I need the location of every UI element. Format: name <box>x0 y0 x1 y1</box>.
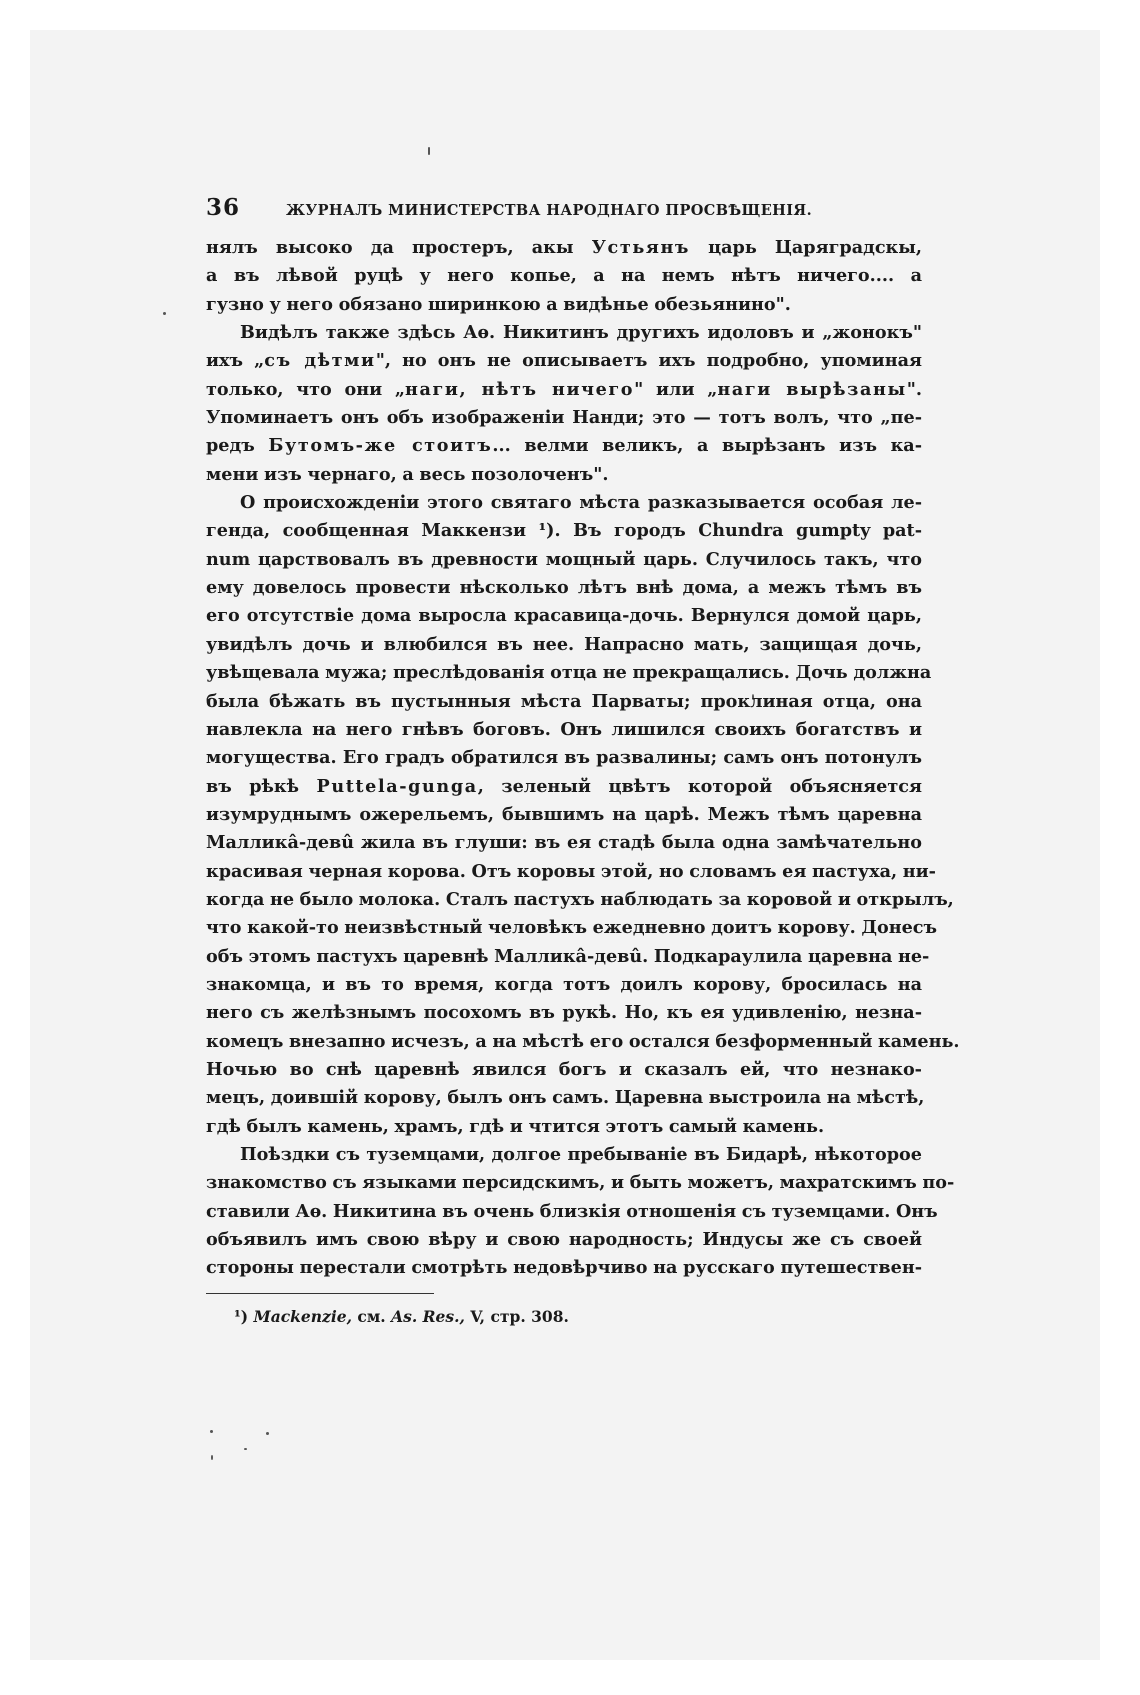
footnote-ref-pre: см. <box>357 1306 386 1326</box>
text-line: что какой-то неизвѣстный человѣкъ ежедневно доитъ корову. Донесъ <box>206 917 937 939</box>
journal-title: ЖУРНАЛЪ МИНИСТЕРСТВА НАРОДНАГО ПРОСВѢЩЕНІЯ. <box>286 202 813 219</box>
text-line: Поѣздки съ туземцами, долгое пребываніе въ Бидарѣ, нѣкоторое <box>240 1144 922 1165</box>
text-line: генда, сообщенная Маккензи ¹). Въ городъ Chundra gumpty pat- <box>206 520 922 542</box>
text-line: Упоминаетъ онъ объ изображеніи Нанди; это — тотъ волъ, что „пе- <box>206 407 922 429</box>
text-line: объ этомъ пастухъ царевнѣ Малликâ-девû. Подкараулила царевна не- <box>206 945 930 967</box>
text-line: мецъ, доившій корову, былъ онъ самъ. Царевна выстроила на мѣстѣ, <box>206 1087 925 1109</box>
text-line: его отсутствіе дома выросла красавица-дочь. Вернулся домой царь, <box>206 605 922 627</box>
text-line: редъ Бутомъ-же стоитъ... велми великъ, а вырѣзанъ изъ ка- <box>206 435 922 457</box>
text-line: гдѣ былъ камень, храмъ, гдѣ и чтится этотъ самый камень. <box>206 1115 825 1137</box>
text-line: увидѣлъ дочь и влюбился въ нее. Напрасно мать, защищая дочь, <box>206 633 922 655</box>
scan-speck <box>244 1448 247 1450</box>
footnote-journal: As. Res., <box>391 1306 465 1326</box>
text-line: num царствовалъ въ древности мощный царь. Случилось такъ, что <box>206 548 922 570</box>
page-content <box>206 194 960 1330</box>
text-line: увѣщевала мужа; преслѣдованія отца не прекращались. Дочь должна <box>206 662 932 684</box>
text-line: комецъ внезапно исчезъ, а на мѣстѣ его остался безформенный камень. <box>206 1030 960 1052</box>
text-line: О происхожденіи этого святаго мѣста разказывается особая ле- <box>240 492 922 514</box>
page-number: 36 <box>206 194 241 221</box>
scan-speck <box>211 1455 213 1460</box>
scan-speck <box>163 312 166 315</box>
text-line: знакомство съ языками персидскимъ, и быть можетъ, махратскимъ по- <box>206 1172 955 1194</box>
text-line: нялъ высоко да простеръ, акы Устьянъ царь Царяградскы, <box>206 237 922 258</box>
text-line: ихъ „съ дѣтми", но онъ не описываетъ ихъ подробно, упоминая <box>206 350 922 372</box>
footnote-rule <box>206 1293 434 1294</box>
text-line: знакомца, и въ то время, когда тотъ доилъ корову, бросилась на <box>206 973 922 995</box>
text-line: объявилъ имъ свою вѣру и свою народность; Индусы же съ своей <box>206 1229 922 1251</box>
text-line: изумруднымъ ожерельемъ, бывшимъ на царѣ. Межъ тѣмъ царевна <box>206 803 922 825</box>
text-line: стороны перестали смотрѣть недовѣрчиво на русскаго путешествен- <box>206 1257 922 1279</box>
running-head <box>206 194 922 234</box>
scan-speck <box>428 147 430 155</box>
footnote-author: Mackenzie, <box>253 1306 352 1326</box>
scan-speck <box>210 1430 213 1433</box>
text-line: ему довелось провести нѣсколько лѣтъ внѣ дома, а межъ тѣмъ въ <box>206 577 922 599</box>
text-line: него съ желѣзнымъ посохомъ въ рукѣ. Но, къ ея удивленію, незна- <box>206 1002 922 1024</box>
text-line: красивая черная корова. Отъ коровы этой, но словамъ ея пастуха, ни- <box>206 860 936 882</box>
text-line: Малликâ-девû жила въ глуши: въ ея стадѣ была одна замѣчательно <box>206 832 922 854</box>
footnote-marker: ¹) <box>234 1306 249 1326</box>
body-text <box>206 234 960 1283</box>
text-line: когда не было молока. Сталъ пастухъ наблюдать за коровой и открылъ, <box>206 888 954 910</box>
text-line: могущества. Его градъ обратился въ развалины; самъ онъ потонулъ <box>206 747 922 769</box>
footnote <box>206 1304 922 1330</box>
text-line: въ рѣкѣ Puttela-gunga, зеленый цвѣтъ которой объясняется <box>206 775 922 797</box>
text-line: навлекла на него гнѣвъ боговъ. Онъ лишился своихъ богатствъ и <box>206 718 922 740</box>
text-line: Видѣлъ также здѣсь Аѳ. Никитинъ другихъ идоловъ и „жонокъ" <box>240 322 922 344</box>
text-line: гузно у него обязано ширинкою а видѣнье обезьянино". <box>206 293 791 315</box>
scan-speck <box>266 1432 269 1435</box>
text-line: была бѣжать въ пустынныя мѣста Парваты; проклиная отца, она <box>206 690 922 712</box>
text-line: а въ лѣвой руцѣ у него копье, а на немъ нѣтъ ничего.... а <box>206 265 922 287</box>
text-line: только, что они „наги, нѣтъ ничего" или „наги вырѣзаны". <box>206 378 922 400</box>
footnote-ref-post: V, стр. 308. <box>470 1306 569 1326</box>
text-line: ставили Аѳ. Никитина въ очень близкія отношенія съ туземцами. Онъ <box>206 1200 938 1222</box>
text-line: мени изъ чернаго, а весь позолоченъ". <box>206 463 609 485</box>
text-line: Ночью во снѣ царевнѣ явился богъ и сказалъ ей, что незнако- <box>206 1058 922 1080</box>
